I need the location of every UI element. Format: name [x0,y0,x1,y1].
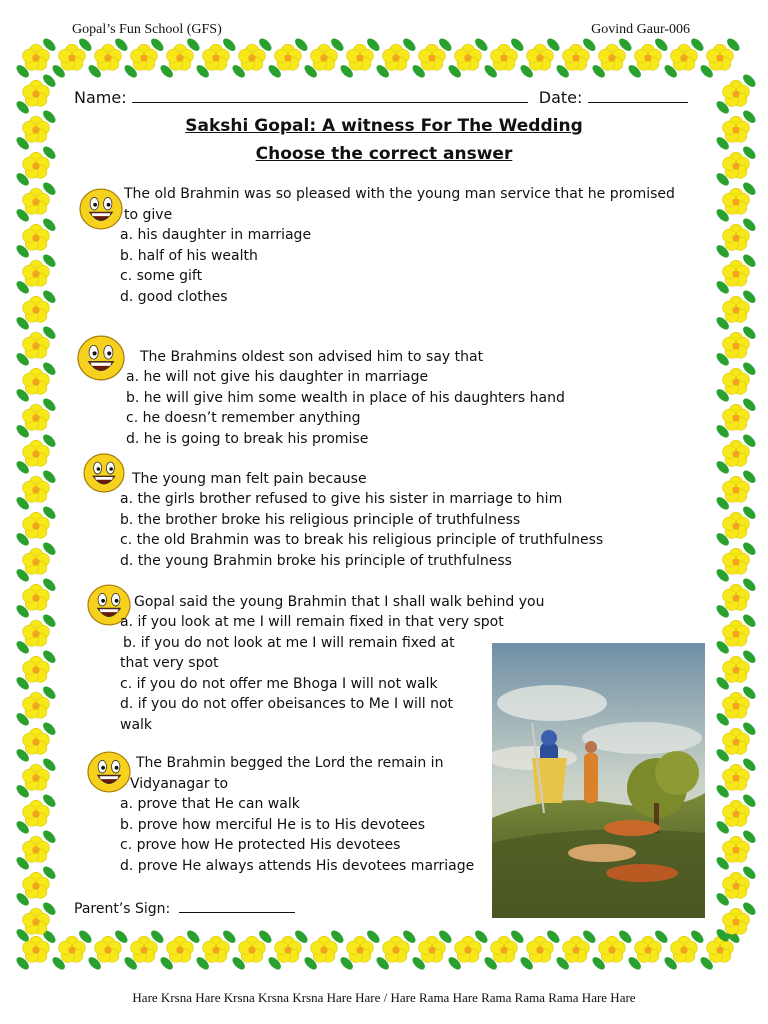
yellow-flower-icon [374,928,417,971]
school-name: Gopal’s Fun School (GFS) [72,22,222,37]
option-d[interactable]: d. he is going to break his promise [126,430,369,447]
yellow-flower-icon [14,36,57,79]
yellow-flower-icon [302,928,345,971]
yellow-flower-icon [230,928,273,971]
option-c[interactable]: c. he doesn’t remember anything [126,410,361,426]
option-a[interactable]: a. the girls brother refused to give his sister in marriage to him [120,491,563,507]
yellow-flower-icon [554,36,597,79]
option-b[interactable]: b. he will give him some wealth in place of his daughters hand [126,389,565,406]
yellow-flower-icon [86,36,129,79]
parent-sign-row [74,898,295,917]
question-4-text-1: Gopal said the young Brahmin that I shall walk behind you [134,594,545,610]
yellow-flower-icon [714,252,757,295]
yellow-flower-icon [14,396,57,439]
option-a[interactable]: a. if you look at me I will remain fixed in that very spot [120,614,504,630]
option-a[interactable]: a. prove that He can walk [120,796,300,812]
yellow-flower-icon [626,36,669,79]
yellow-flower-icon [50,928,93,971]
yellow-flower-icon [194,928,237,971]
option-b[interactable]: b. the brother broke his religious principle of truthfulness [120,511,521,528]
option-b[interactable]: b. half of his wealth [120,247,258,264]
yellow-flower-icon [122,928,165,971]
yellow-flower-icon [714,756,757,799]
yellow-flower-icon [714,828,757,871]
yellow-flower-icon [14,864,57,907]
option-c[interactable]: c. some gift [120,268,203,284]
yellow-flower-icon [518,36,561,79]
yellow-flower-icon [714,684,757,727]
yellow-flower-icon [518,928,561,971]
yellow-flower-icon [714,648,757,691]
question-1 [124,184,675,225]
option-c[interactable]: c. the old Brahmin was to break his religious principle of truthfulness [120,532,604,548]
yellow-flower-icon [122,36,165,79]
yellow-flower-icon [714,504,757,547]
parent-sign-label: Parent’s Sign: [74,901,171,917]
option-d[interactable]: d. good clothes [120,288,228,305]
yellow-flower-icon [714,864,757,907]
yellow-flower-icon [14,288,57,331]
question-5-text-1: The Brahmin begged the Lord the remain in [136,755,444,771]
author-code: Govind Gaur-006 [591,22,690,37]
yellow-flower-icon [446,928,489,971]
yellow-flower-icon [714,72,757,115]
name-blank[interactable] [132,88,528,103]
yellow-flower-icon [554,928,597,971]
yellow-flower-icon [590,36,633,79]
yellow-flower-icon [14,216,57,259]
question-3-text-1: The young man felt pain because [132,471,367,487]
yellow-flower-icon [14,504,57,547]
option-a[interactable]: a. his daughter in marriage [120,227,312,243]
yellow-flower-icon [14,432,57,475]
yellow-flower-icon [230,36,273,79]
question-5-text-2: Vidyanagar to [130,775,229,792]
yellow-flower-icon [590,928,633,971]
yellow-flower-icon [714,180,757,223]
name-label: Name: [74,88,127,107]
yellow-flower-icon [14,612,57,655]
yellow-flower-icon [14,72,57,115]
yellow-flower-icon [14,684,57,727]
yellow-flower-icon [446,36,489,79]
yellow-flower-icon [374,36,417,79]
yellow-flower-icon [662,36,705,79]
worksheet-title: Sakshi Gopal: A witness For The Wedding [185,116,583,136]
option-b[interactable]: b. if you do not look at me I will remain fixed at [123,634,455,651]
yellow-flower-icon [698,36,741,79]
yellow-flower-icon [14,828,57,871]
question-5-options [120,794,474,876]
question-5 [130,753,444,794]
date-blank[interactable] [588,88,688,103]
yellow-flower-icon [626,928,669,971]
yellow-flower-icon [714,540,757,583]
option-c[interactable]: c. prove how He protected His devotees [120,837,401,853]
option-d-continued: walk [120,716,153,733]
yellow-flower-icon [714,792,757,835]
question-4-options [120,612,504,735]
yellow-flower-icon [338,928,381,971]
smiley-face-icon [86,749,132,799]
yellow-flower-icon [194,36,237,79]
yellow-flower-icon [14,648,57,691]
yellow-flower-icon [158,36,201,79]
yellow-flower-icon [714,468,757,511]
yellow-flower-icon [14,252,57,295]
parent-sign-blank[interactable] [179,898,295,913]
yellow-flower-icon [14,360,57,403]
option-c[interactable]: c. if you do not offer me Bhoga I will not walk [120,675,438,692]
yellow-flower-icon [410,928,453,971]
yellow-flower-icon [14,540,57,583]
yellow-flower-icon [482,928,525,971]
yellow-flower-icon [14,792,57,835]
smiley-face-icon [76,333,126,387]
option-d[interactable]: d. the young Brahmin broke his principle of truthfulness [120,552,512,569]
question-1-text-1: The old Brahmin was so pleased with the young man service that he promised [124,186,675,202]
question-3 [132,469,367,490]
option-d[interactable]: d. prove He always attends His devotees marriage [120,857,475,874]
yellow-flower-icon [266,36,309,79]
yellow-flower-icon [14,756,57,799]
yellow-flower-icon [158,928,201,971]
yellow-flower-icon [14,576,57,619]
yellow-flower-icon [410,36,453,79]
question-2 [140,347,483,368]
footer-mantra: Hare Krsna Hare Krsna Krsna Krsna Hare Hare / Hare Rama Hare Rama Rama Rama Hare Hare [132,990,636,1005]
yellow-flower-icon [338,36,381,79]
question-3-options [120,489,603,571]
yellow-flower-icon [86,928,129,971]
question-4 [134,592,544,613]
option-a[interactable]: a. he will not give his daughter in marriage [126,369,429,385]
question-2-text-1: The Brahmins oldest son advised him to say that [140,349,484,365]
yellow-flower-icon [714,360,757,403]
yellow-flower-icon [714,216,757,259]
yellow-flower-icon [14,180,57,223]
sakshi-gopal-illustration [492,643,705,918]
yellow-flower-icon [14,324,57,367]
question-1-text-2: to give [124,206,173,223]
yellow-flower-icon [714,396,757,439]
yellow-flower-icon [482,36,525,79]
yellow-flower-icon [14,720,57,763]
yellow-flower-icon [662,928,705,971]
option-d[interactable]: d. if you do not offer obeisances to Me I will not [120,696,454,712]
yellow-flower-icon [714,432,757,475]
question-1-options [120,225,311,307]
date-label: Date: [538,88,583,107]
yellow-flower-icon [714,288,757,331]
option-b-continued: that very spot [120,655,219,671]
yellow-flower-icon [302,36,345,79]
worksheet-subtitle: Choose the correct answer [255,144,513,164]
option-b[interactable]: b. prove how merciful He is to His devotees [120,816,426,833]
yellow-flower-icon [714,612,757,655]
question-2-options [126,367,565,449]
yellow-flower-icon [714,576,757,619]
yellow-flower-icon [266,928,309,971]
yellow-flower-icon [714,324,757,367]
smiley-face-icon [78,186,124,236]
name-date-row [74,88,694,107]
yellow-flower-icon [50,36,93,79]
yellow-flower-icon [14,468,57,511]
yellow-flower-icon [714,720,757,763]
